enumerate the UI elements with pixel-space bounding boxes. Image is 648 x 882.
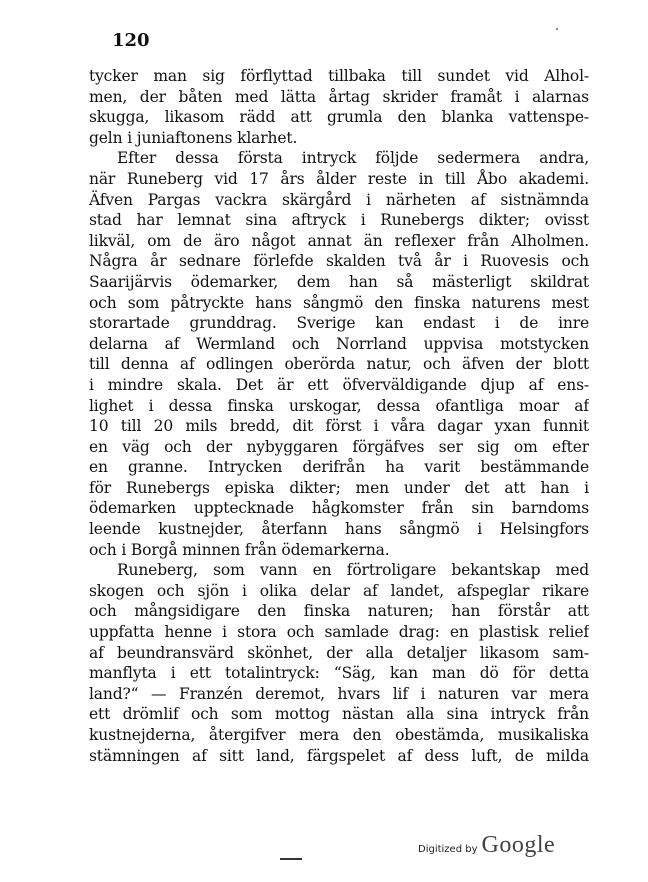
text-line: delarna af Wermland och Norrland uppvisa motstycken: [89, 334, 589, 353]
text-line: när Runeberg vid 17 års ålder reste in till Åbo akademi.: [89, 169, 589, 188]
digitized-label: Digitized by: [418, 844, 478, 855]
text-line: kustnejderna, återgifver mera den obestämda, musikaliska: [89, 726, 589, 744]
text-line: tycker man sig förflyttad tillbaka till sundet vid Alhol-: [89, 67, 589, 85]
text-line: och som påtryckte hans sångmö den finska naturens mest: [89, 293, 589, 312]
body-text: [89, 66, 589, 766]
text-line: land?“ — Franzén deremot, hvars lif i naturen var mera: [89, 684, 589, 703]
text-line: af beundransvärd skönhet, der alla detaljer likasom sam-: [89, 643, 589, 662]
text-line: Saarijärvis ödemarker, dem han så mästerligt skildrat: [89, 272, 589, 291]
text-line: en väg och der nybyggaren förgäfves ser sig om efter: [89, 437, 589, 456]
text-line: Efter dessa första intryck följde sedermera andra,: [117, 149, 589, 168]
text-line: för Runebergs episka dikter; men under det att han i: [89, 478, 589, 497]
google-logo: Google: [481, 832, 556, 858]
text-line: till denna af odlingen oberörda natur, och äfven der blott: [89, 355, 589, 374]
text-line: ödemarken upptecknade hågkomster från sin barndoms: [89, 499, 589, 518]
text-line: geln i juniaftonens klarhet.: [89, 128, 298, 147]
text-line: leende kustnejder, återfann hans sångmö i Helsingfors: [89, 520, 589, 539]
text-line: en granne. Intrycken derifrån ha varit bestämmande: [89, 458, 589, 477]
text-line: stad har lemnat sina aftryck i Runebergs dikter; ovisst: [89, 211, 589, 230]
text-line: skugga, likasom rädd att grumla den blanka vattenspe-: [89, 108, 589, 127]
text-line: likväl, om de äro något annat än reflexer från Alholmen.: [89, 231, 589, 250]
text-line: skogen och sjön i olika delar af landet, afspeglar rikare: [89, 581, 589, 600]
text-line: Några år sednare förlefde skalden två år i Ruovesis och: [89, 252, 589, 271]
text-line: och mångsidigare den finska naturen; han förstår att: [89, 602, 589, 621]
text-line: i mindre skala. Det är ett öfverväldigande djup af ens-: [89, 375, 589, 394]
text-line: Runeberg, som vann en förtroligare bekantskap med: [117, 561, 589, 580]
digitized-by-google: [418, 832, 555, 859]
text-line: manflyta i ett totalintryck: “Säg, kan man dö för detta: [89, 664, 589, 683]
text-line: men, der båten med lätta årtag skrider framåt i alarnas: [89, 87, 589, 106]
text-line: storartade grunddrag. Sverige kan endast i de inre: [89, 314, 589, 333]
text-line: 10 till 20 mils bredd, dit först i våra dagar yxan funnit: [89, 417, 589, 436]
text-line: stämningen af sitt land, färgspelet af dess luft, de milda: [89, 746, 589, 765]
margin-speck: [556, 28, 558, 30]
footer-mark: [280, 858, 302, 860]
page-number: 120: [112, 30, 150, 51]
text-line: och i Borgå minnen från ödemarkerna.: [89, 540, 390, 559]
text-line: uppfatta henne i stora och samlade drag: en plastisk relief: [89, 623, 589, 642]
text-line: Äfven Pargas vackra skärgård i närheten af sistnämnda: [89, 190, 589, 209]
text-line: ett drömlif och som mottog nästan alla sina intryck från: [89, 705, 589, 724]
text-line: lighet i dessa finska urskogar, dessa ofantliga moar af: [89, 396, 589, 415]
